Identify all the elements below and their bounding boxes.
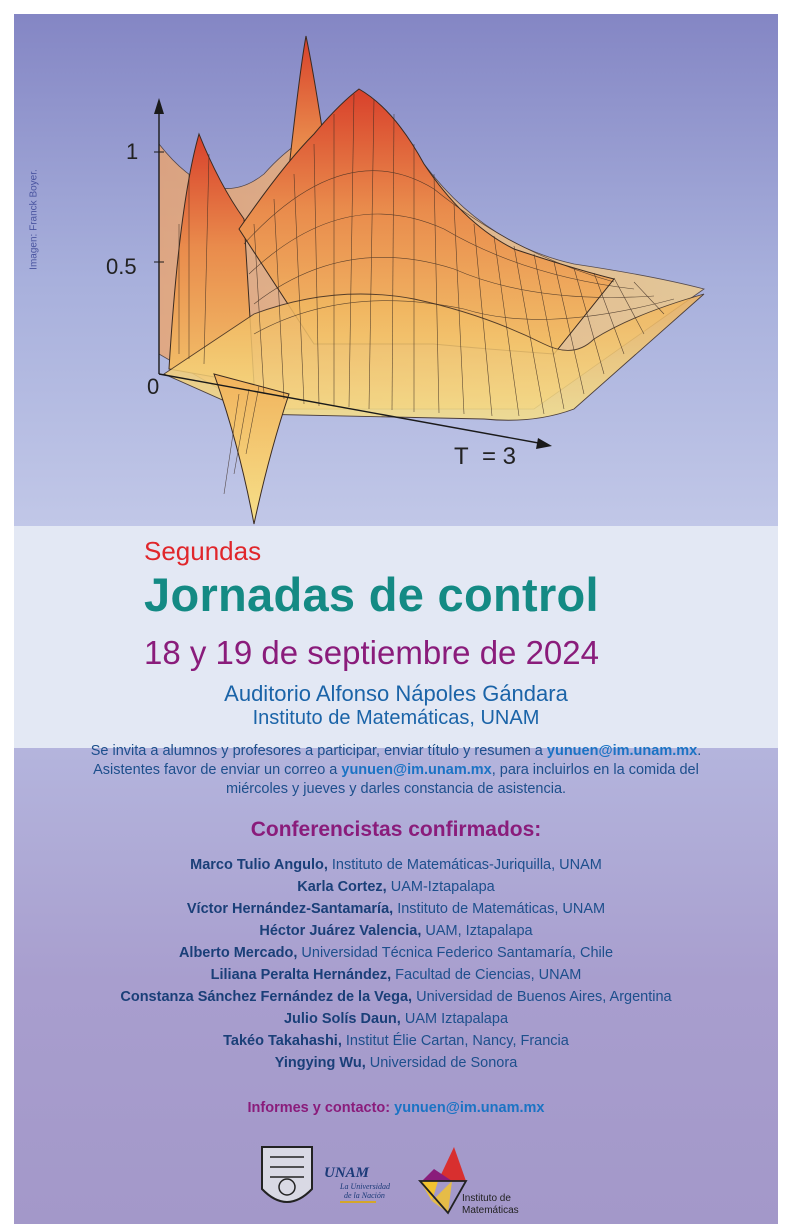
event-title: Jornadas de control: [144, 568, 599, 621]
speakers-heading: Conferencistas confirmados:: [250, 818, 542, 841]
svg-text:Instituto de: Instituto de: [462, 1193, 511, 1204]
svg-text:Matemáticas: Matemáticas: [462, 1205, 519, 1216]
event-institute: Instituto de Matemáticas, UNAM: [252, 707, 540, 729]
poster: [14, 14, 778, 1224]
invitation-text: Se invita a alumnos y profesores a participar, enviar título y resumen a yunuen@im.unam.mx. Asistentes favor de enviar un correo a yunuen@im.unam.mx, para incluirlos en la comida del miércoles y jueves y darles constancia de asistencia.: [90, 743, 702, 797]
speaker-item: Marco Tulio Angulo, Instituto de Matemáticas-Juriquilla, UNAM: [190, 857, 602, 873]
speaker-item: Liliana Peralta Hernández, Facultad de Ciencias, UNAM: [210, 967, 582, 983]
contact-email-link[interactable]: yunuen@im.unam.mx: [394, 1100, 545, 1116]
speaker-item: Héctor Juárez Valencia, UAM, Iztapalapa: [259, 923, 533, 939]
unam-wordmark-logo: [324, 1165, 391, 1202]
event-subtitle: Segundas: [144, 536, 262, 566]
speaker-item: Yingying Wu, Universidad de Sonora: [274, 1055, 518, 1071]
y-label-half: 0.5: [106, 254, 137, 279]
surface-downward-spike: [214, 374, 289, 524]
logos-footer: [14, 1139, 778, 1224]
speakers-list: [14, 854, 778, 1074]
invite-email-link[interactable]: yunuen@im.unam.mx: [546, 743, 698, 759]
attendee-email-link[interactable]: yunuen@im.unam.mx: [341, 762, 492, 778]
unam-crest-logo: [262, 1147, 312, 1202]
surface-plot-illustration: [14, 14, 778, 534]
speaker-item: Karla Cortez, UAM-Iztapalapa: [297, 879, 495, 895]
y-label-one: 1: [126, 139, 139, 164]
t-value: = 3: [482, 443, 517, 470]
speaker-item: Constanza Sánchez Fernández de la Vega, Universidad de Buenos Aires, Argentina: [120, 989, 672, 1005]
t-axis-arrow: [536, 438, 552, 449]
image-credit: Imagen: Franck Boyer.: [28, 169, 40, 270]
event-dates: 18 y 19 de septiembre de 2024: [144, 634, 599, 671]
event-venue: Auditorio Alfonso Nápoles Gándara: [224, 681, 568, 706]
im-logo: [420, 1147, 519, 1216]
t-label: T: [454, 443, 469, 470]
y-axis-arrow: [154, 98, 164, 114]
svg-text:de la Nación: de la Nación: [344, 1191, 385, 1200]
y-label-zero: 0: [147, 374, 160, 399]
speaker-item: Julio Solís Daun, UAM Iztapalapa: [283, 1011, 509, 1027]
contact-line: Informes y contacto: yunuen@im.unam.mx: [247, 1100, 545, 1116]
speaker-item: Víctor Hernández-Santamaría, Instituto de Matemáticas, UNAM: [186, 901, 606, 917]
svg-text:La Universidad: La Universidad: [340, 1182, 390, 1191]
speaker-item: Takéo Takahashi, Institut Élie Cartan, Nancy, Francia: [223, 1033, 569, 1049]
svg-text:UNAM: UNAM: [324, 1165, 370, 1181]
speaker-item: Alberto Mercado, Universidad Técnica Federico Santamaría, Chile: [178, 945, 614, 961]
